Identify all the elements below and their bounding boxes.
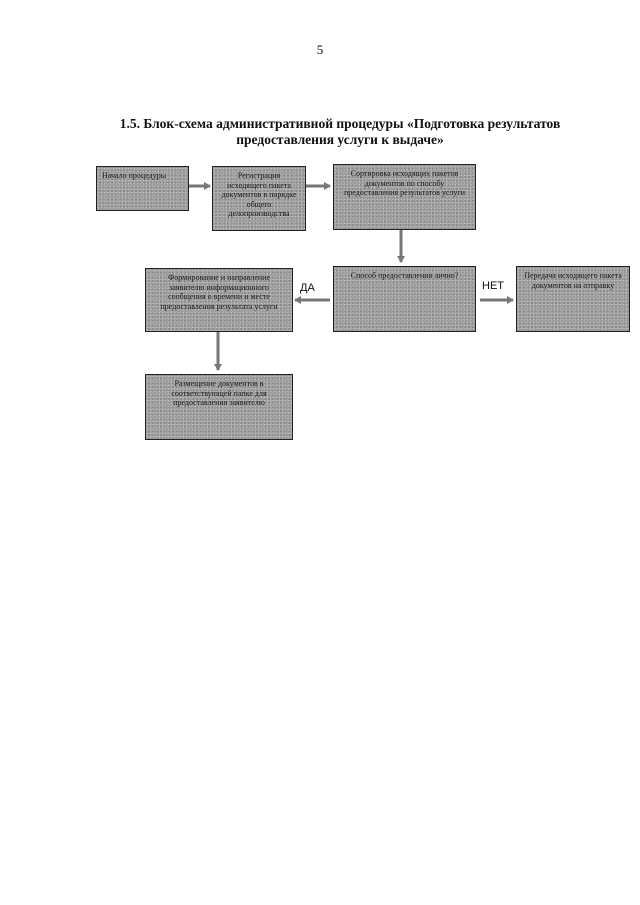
node-registration: Регистрация исходящего пакета документов в порядке общего делопроизводства [212,166,306,231]
node-notification: Формирование и направление заявителю информационного сообщения о времени и месте предоставления результата услуги [145,268,293,332]
diagram-title-line-1: 1.5. Блок-схема административной процедуры «Подготовка результатов [119,116,561,131]
diagram-title-line-2: предоставления услуги к выдаче» [236,132,444,147]
edge-label-no: НЕТ [482,280,504,292]
node-placement: Размещение документов в соответствующей папке для предоставления заявителю [145,374,293,440]
node-sorting: Сортировка исходящих пакетов документов по способу предоставления результатов услуги [333,164,476,230]
page-number: 5 [316,42,324,57]
node-decision: Способ предоставления лично? [333,266,476,332]
node-transfer: Передача исходящего пакета документов на отправку [516,266,630,332]
edge-label-yes: ДА [300,282,315,294]
node-start-procedure: Начало процедуры [96,166,189,211]
